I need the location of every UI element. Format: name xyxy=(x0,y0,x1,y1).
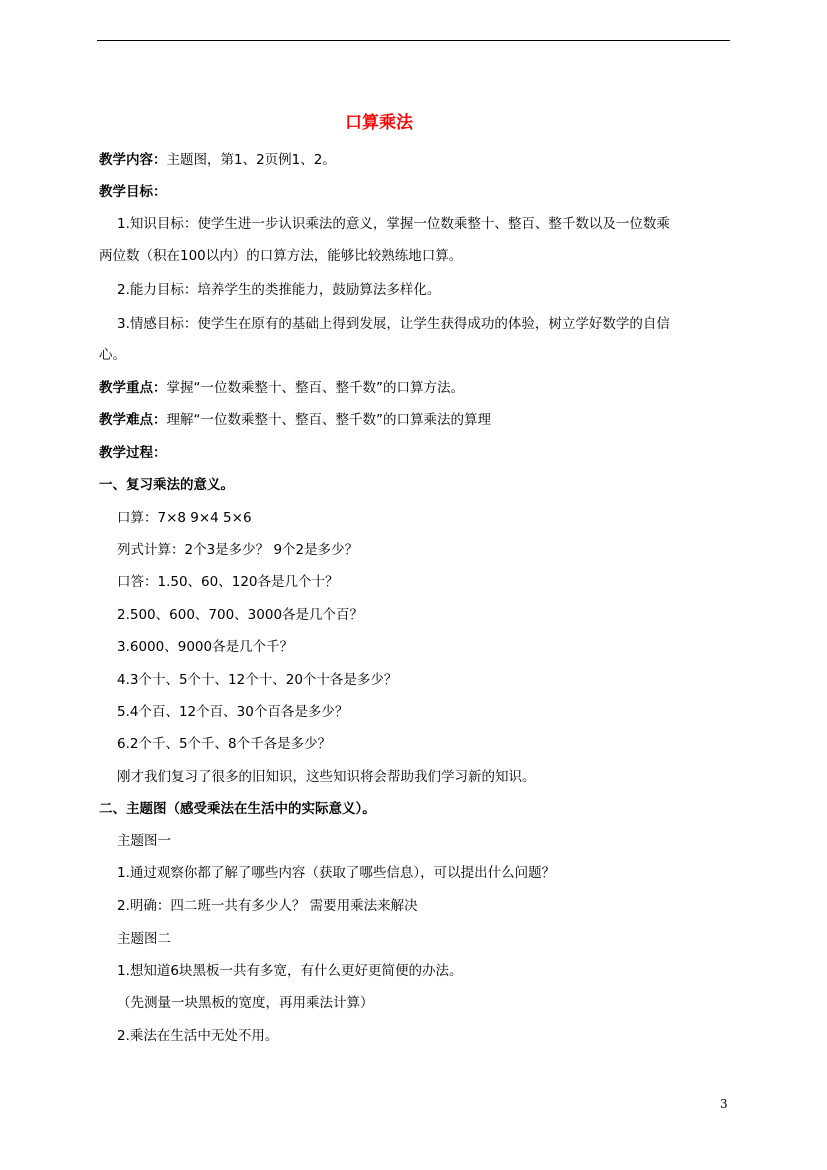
page-number: 3 xyxy=(720,1097,728,1111)
teaching-content-text: 主题图，第1、2页例1、2。 xyxy=(166,152,336,168)
section-2-heading: 二、主题图（感受乘法在生活中的实际意义）。 xyxy=(99,801,376,817)
section-2-item: 2.乘法在生活中无处不用。 xyxy=(117,1028,279,1044)
document-title: 口算乘法 xyxy=(345,113,413,133)
section-2-item: 1.想知道6块黑板一共有多宽，有什么更好更简便的办法。 xyxy=(117,963,463,979)
difficulty-text: 理解“一位数乘整十、整百、整千数”的口算乘法的算理 xyxy=(166,412,491,428)
difficulty-label: 教学难点： xyxy=(99,412,167,428)
teaching-goals-heading: 教学目标： xyxy=(99,184,167,200)
section-2-item: 主题图二 xyxy=(117,931,171,947)
section-2-item: 主题图一 xyxy=(117,833,171,849)
section-1-item: 刚才我们复习了很多的旧知识，这些知识将会帮助我们学习新的知识。 xyxy=(117,769,536,785)
key-points-text: 掌握“一位数乘整十、整百、整千数”的口算方法。 xyxy=(166,380,464,396)
goal-1-line-2: 两位数（积在100以内）的口算方法，能够比较熟练地口算。 xyxy=(99,248,463,264)
goal-3-line-2: 心。 xyxy=(99,347,126,363)
section-1-item: 口算：7×8 9×4 5×6 xyxy=(117,510,252,526)
goal-2: 2.能力目标：培养学生的类推能力，鼓励算法多样化。 xyxy=(117,282,441,298)
process-heading: 教学过程： xyxy=(99,445,167,461)
teaching-content-label: 教学内容： xyxy=(99,152,167,168)
difficulty-line xyxy=(99,410,491,430)
section-1-item: 4.3个十、5个十、12个十、20个十各是多少？ xyxy=(117,672,398,688)
teaching-content-line xyxy=(99,150,336,170)
section-2-item: 1.通过观察你都了解了哪些内容（获取了哪些信息），可以提出什么问题？ xyxy=(117,865,556,881)
goal-3-line-1: 3.情感目标：使学生在原有的基础上得到发展，让学生获得成功的体验，树立学好数学的自信 xyxy=(117,316,670,332)
section-1-item: 5.4个百、12个百、30个百各是多少？ xyxy=(117,704,349,720)
section-1-heading: 一、复习乘法的意义。 xyxy=(99,477,234,493)
section-1-item: 列式计算：2个3是多少？ 9个2是多少？ xyxy=(117,542,359,558)
section-2-item: 2.明确：四二班一共有多少人？ 需要用乘法来解决 xyxy=(117,898,418,914)
header-rule xyxy=(97,40,730,41)
section-2-item: （先测量一块黑板的宽度，再用乘法计算） xyxy=(117,995,374,1011)
section-1-item: 2.500、600、700、3000各是几个百？ xyxy=(117,607,364,623)
key-points-label: 教学重点： xyxy=(99,380,167,396)
section-1-item: 6.2个千、5个千、8个千各是多少？ xyxy=(117,736,332,752)
goal-1-line-1: 1.知识目标：使学生进一步认识乘法的意义，掌握一位数乘整十、整百、整千数以及一位数乘 xyxy=(117,216,670,232)
section-1-item: 口答：1.50、60、120各是几个十？ xyxy=(117,574,339,590)
key-points-line xyxy=(99,378,464,398)
section-1-item: 3.6000、9000各是几个千？ xyxy=(117,639,294,655)
